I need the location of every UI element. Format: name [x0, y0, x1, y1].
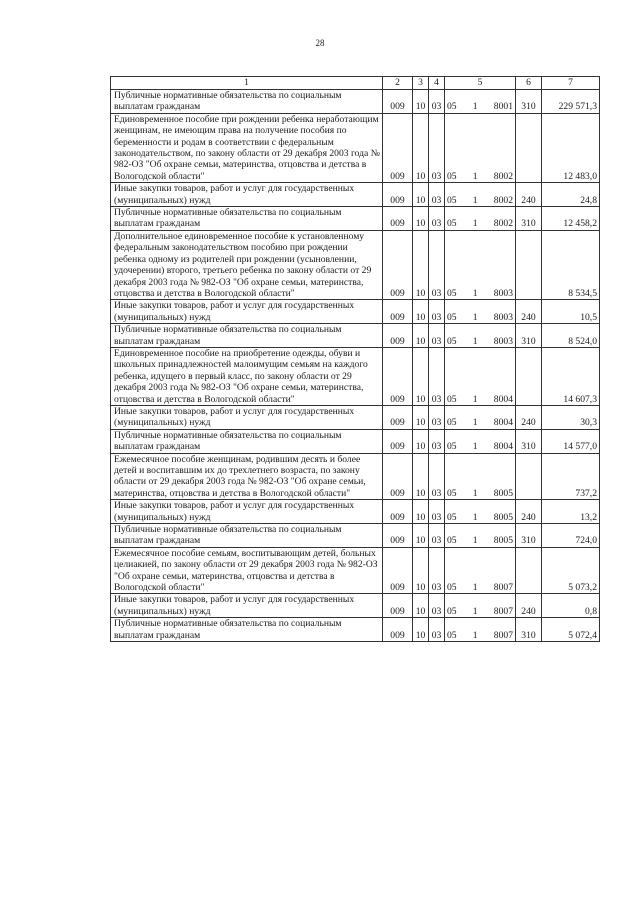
row-name: Ежемесячное пособие семьям, воспитывающим детей, больных целиакией, по закону области от 29 декабря 2003 года № 982-ОЗ "Об охране семьи, материнства, отцовства и детства в Вологодской области"	[111, 547, 383, 594]
row-name: Публичные нормативные обязательства по социальным выплатам гражданам	[111, 324, 383, 348]
target-article-part: 1	[472, 393, 478, 405]
row-section-code: 10	[413, 183, 429, 207]
row-target-article-code	[445, 547, 516, 594]
target-article-parts	[447, 417, 513, 428]
target-article-part: 8002	[493, 170, 513, 182]
row-target-article-code	[445, 183, 516, 207]
row-expense-type-code	[516, 547, 542, 594]
column-header: 1	[111, 77, 383, 90]
row-subsection-code: 03	[429, 113, 445, 182]
target-article-part: 05	[447, 335, 457, 347]
target-article-part: 1	[472, 487, 478, 499]
row-amount: 5 072,4	[542, 618, 600, 642]
row-subsection-code: 03	[429, 547, 445, 594]
target-article-part: 05	[447, 311, 457, 323]
target-article-part: 1	[472, 101, 478, 113]
row-section-code: 10	[413, 300, 429, 324]
target-article-part: 1	[472, 194, 478, 206]
row-expense-type-code	[516, 347, 542, 405]
target-article-parts	[447, 394, 513, 405]
column-header: 7	[542, 77, 600, 90]
row-target-article-code	[445, 113, 516, 182]
row-subsection-code: 03	[429, 230, 445, 299]
row-ministry-code: 009	[383, 500, 413, 524]
row-amount: 12 483,0	[542, 113, 600, 182]
row-expense-type-code: 240	[516, 405, 542, 429]
budget-table	[110, 76, 600, 642]
row-section-code: 10	[413, 547, 429, 594]
row-expense-type-code: 240	[516, 500, 542, 524]
table-row	[111, 300, 600, 324]
row-expense-type-code	[516, 113, 542, 182]
row-amount: 737,2	[542, 453, 600, 500]
target-article-part: 05	[447, 605, 457, 617]
table-row	[111, 183, 600, 207]
row-expense-type-code	[516, 453, 542, 500]
row-ministry-code: 009	[383, 324, 413, 348]
table-row	[111, 500, 600, 524]
row-ministry-code: 009	[383, 90, 413, 114]
row-target-article-code	[445, 90, 516, 114]
target-article-part: 1	[472, 335, 478, 347]
row-name: Публичные нормативные обязательства по социальным выплатам гражданам	[111, 618, 383, 642]
table-row	[111, 113, 600, 182]
column-header: 2	[383, 77, 413, 90]
target-article-part: 8003	[493, 335, 513, 347]
target-article-part: 8007	[493, 582, 513, 594]
row-target-article-code	[445, 347, 516, 405]
target-article-part: 05	[447, 582, 457, 594]
row-section-code: 10	[413, 405, 429, 429]
row-subsection-code: 03	[429, 453, 445, 500]
target-article-part: 05	[447, 417, 457, 429]
target-article-parts	[447, 441, 513, 452]
row-amount: 13,2	[542, 500, 600, 524]
target-article-part: 1	[472, 605, 478, 617]
column-header: 6	[516, 77, 542, 90]
row-name: Публичные нормативные обязательства по социальным выплатам гражданам	[111, 90, 383, 114]
target-article-part: 8005	[493, 535, 513, 547]
table-row	[111, 405, 600, 429]
target-article-parts	[447, 101, 513, 112]
target-article-part: 1	[472, 535, 478, 547]
row-expense-type-code: 240	[516, 183, 542, 207]
row-ministry-code: 009	[383, 183, 413, 207]
row-target-article-code	[445, 230, 516, 299]
row-target-article-code	[445, 524, 516, 548]
target-article-part: 1	[472, 170, 478, 182]
row-subsection-code: 03	[429, 618, 445, 642]
row-name: Публичные нормативные обязательства по социальным выплатам гражданам	[111, 524, 383, 548]
row-name: Единовременное пособие на приобретение одежды, обуви и школьных принадлежностей малоимущим семьям на каждого ребенка, идущего в первый класс, по закону области от 29 декабря 2003 года № 982-ОЗ "Об охране семьи, материнства, отцовства и детства в Вологодской области"	[111, 347, 383, 405]
row-section-code: 10	[413, 429, 429, 453]
row-target-article-code	[445, 207, 516, 231]
row-expense-type-code: 310	[516, 429, 542, 453]
row-name: Публичные нормативные обязательства по социальным выплатам гражданам	[111, 207, 383, 231]
target-article-part: 1	[472, 218, 478, 230]
row-subsection-code: 03	[429, 183, 445, 207]
row-section-code: 10	[413, 618, 429, 642]
table-row	[111, 618, 600, 642]
column-header: 3	[413, 77, 429, 90]
row-subsection-code: 03	[429, 300, 445, 324]
row-ministry-code: 009	[383, 405, 413, 429]
row-name: Публичные нормативные обязательства по социальным выплатам гражданам	[111, 429, 383, 453]
row-amount: 14 607,3	[542, 347, 600, 405]
row-target-article-code	[445, 300, 516, 324]
target-article-parts	[447, 512, 513, 523]
row-target-article-code	[445, 453, 516, 500]
target-article-part: 05	[447, 487, 457, 499]
row-amount: 724,0	[542, 524, 600, 548]
row-amount: 0,8	[542, 594, 600, 618]
row-ministry-code: 009	[383, 453, 413, 500]
row-expense-type-code: 310	[516, 207, 542, 231]
target-article-part: 8002	[493, 194, 513, 206]
row-name: Иные закупки товаров, работ и услуг для государственных (муниципальных) нужд	[111, 500, 383, 524]
target-article-part: 1	[472, 417, 478, 429]
row-ministry-code: 009	[383, 524, 413, 548]
row-section-code: 10	[413, 90, 429, 114]
table-row	[111, 429, 600, 453]
row-expense-type-code: 240	[516, 594, 542, 618]
row-subsection-code: 03	[429, 429, 445, 453]
row-amount: 8 534,5	[542, 230, 600, 299]
row-name: Единовременное пособие при рождении ребенка неработающим женщинам, не имеющим права на получение пособия по беременности и родам в соответствии с федеральным законодательством, по закону области от 29 декабря 2003 года № 982-ОЗ "Об охране семьи, материнства, отцовства и детства в Вологодской области"	[111, 113, 383, 182]
row-section-code: 10	[413, 207, 429, 231]
target-article-part: 8001	[493, 101, 513, 113]
target-article-parts	[447, 606, 513, 617]
row-subsection-code: 03	[429, 500, 445, 524]
row-section-code: 10	[413, 524, 429, 548]
target-article-part: 05	[447, 287, 457, 299]
target-article-part: 8005	[493, 487, 513, 499]
target-article-part: 1	[472, 441, 478, 453]
target-article-part: 8007	[493, 605, 513, 617]
row-expense-type-code: 310	[516, 90, 542, 114]
target-article-part: 05	[447, 393, 457, 405]
table-row	[111, 324, 600, 348]
table-row	[111, 524, 600, 548]
row-target-article-code	[445, 594, 516, 618]
row-target-article-code	[445, 429, 516, 453]
table-row	[111, 207, 600, 231]
table-row	[111, 547, 600, 594]
row-section-code: 10	[413, 500, 429, 524]
row-subsection-code: 03	[429, 594, 445, 618]
row-expense-type-code: 240	[516, 300, 542, 324]
column-header: 4	[429, 77, 445, 90]
row-amount: 30,3	[542, 405, 600, 429]
row-section-code: 10	[413, 113, 429, 182]
target-article-part: 8005	[493, 511, 513, 523]
row-amount: 10,5	[542, 300, 600, 324]
row-expense-type-code: 310	[516, 618, 542, 642]
row-ministry-code: 009	[383, 594, 413, 618]
row-target-article-code	[445, 618, 516, 642]
table-header-row	[111, 77, 600, 90]
target-article-parts	[447, 312, 513, 323]
target-article-parts	[447, 582, 513, 593]
row-ministry-code: 009	[383, 618, 413, 642]
row-name: Ежемесячное пособие женщинам, родившим десять и более детей и воспитавшим их до трехлетнего возраста, по закону области от 29 декабря 2003 года № 982-ОЗ "Об охране семьи, материнства, отцовства и детства в Вологодской области"	[111, 453, 383, 500]
target-article-part: 05	[447, 218, 457, 230]
target-article-part: 1	[472, 511, 478, 523]
row-target-article-code	[445, 324, 516, 348]
target-article-part: 8004	[493, 441, 513, 453]
target-article-part: 8002	[493, 218, 513, 230]
target-article-part: 1	[472, 582, 478, 594]
row-ministry-code: 009	[383, 300, 413, 324]
target-article-parts	[447, 336, 513, 347]
target-article-parts	[447, 195, 513, 206]
table-row	[111, 90, 600, 114]
row-target-article-code	[445, 405, 516, 429]
row-expense-type-code	[516, 230, 542, 299]
target-article-parts	[447, 535, 513, 546]
row-ministry-code: 009	[383, 113, 413, 182]
row-subsection-code: 03	[429, 90, 445, 114]
target-article-parts	[447, 171, 513, 182]
table-row	[111, 453, 600, 500]
target-article-part: 8003	[493, 287, 513, 299]
target-article-part: 8004	[493, 417, 513, 429]
page-number: 28	[315, 38, 325, 48]
table-row	[111, 230, 600, 299]
row-section-code: 10	[413, 230, 429, 299]
target-article-part: 05	[447, 441, 457, 453]
table-row	[111, 594, 600, 618]
target-article-part: 1	[472, 629, 478, 641]
row-subsection-code: 03	[429, 524, 445, 548]
target-article-parts	[447, 488, 513, 499]
target-article-parts	[447, 630, 513, 641]
target-article-part: 05	[447, 535, 457, 547]
target-article-part: 05	[447, 194, 457, 206]
row-amount: 24,8	[542, 183, 600, 207]
row-amount: 12 458,2	[542, 207, 600, 231]
row-expense-type-code: 310	[516, 324, 542, 348]
target-article-part: 8004	[493, 393, 513, 405]
row-ministry-code: 009	[383, 429, 413, 453]
row-name: Иные закупки товаров, работ и услуг для государственных (муниципальных) нужд	[111, 594, 383, 618]
row-section-code: 10	[413, 347, 429, 405]
row-subsection-code: 03	[429, 347, 445, 405]
row-subsection-code: 03	[429, 324, 445, 348]
row-name: Иные закупки товаров, работ и услуг для государственных (муниципальных) нужд	[111, 300, 383, 324]
target-article-part: 05	[447, 170, 457, 182]
row-subsection-code: 03	[429, 405, 445, 429]
row-amount: 229 571,3	[542, 90, 600, 114]
row-ministry-code: 009	[383, 547, 413, 594]
row-subsection-code: 03	[429, 207, 445, 231]
row-name: Иные закупки товаров, работ и услуг для государственных (муниципальных) нужд	[111, 405, 383, 429]
target-article-parts	[447, 218, 513, 229]
row-ministry-code: 009	[383, 207, 413, 231]
row-amount: 8 524,0	[542, 324, 600, 348]
target-article-part: 1	[472, 287, 478, 299]
row-ministry-code: 009	[383, 347, 413, 405]
row-expense-type-code: 310	[516, 524, 542, 548]
target-article-part: 05	[447, 101, 457, 113]
row-amount: 14 577,0	[542, 429, 600, 453]
target-article-part: 05	[447, 511, 457, 523]
target-article-part: 05	[447, 629, 457, 641]
column-header: 5	[445, 77, 516, 90]
row-section-code: 10	[413, 594, 429, 618]
row-section-code: 10	[413, 453, 429, 500]
target-article-parts	[447, 288, 513, 299]
row-amount: 5 073,2	[542, 547, 600, 594]
target-article-part: 8003	[493, 311, 513, 323]
row-section-code: 10	[413, 324, 429, 348]
row-ministry-code: 009	[383, 230, 413, 299]
row-name: Дополнительное единовременное пособие к установленному федеральным законодательством пособию при рождении ребенка одному из родителей при рождении (усыновлении, удочерении) второго, третьего ребенка по закону области от 29 декабря 2003 года № 982-ОЗ "Об охране семьи, материнства, отцовства и детства в Вологодской области"	[111, 230, 383, 299]
row-name: Иные закупки товаров, работ и услуг для государственных (муниципальных) нужд	[111, 183, 383, 207]
row-target-article-code	[445, 500, 516, 524]
target-article-part: 8007	[493, 629, 513, 641]
target-article-part: 1	[472, 311, 478, 323]
table-row	[111, 347, 600, 405]
